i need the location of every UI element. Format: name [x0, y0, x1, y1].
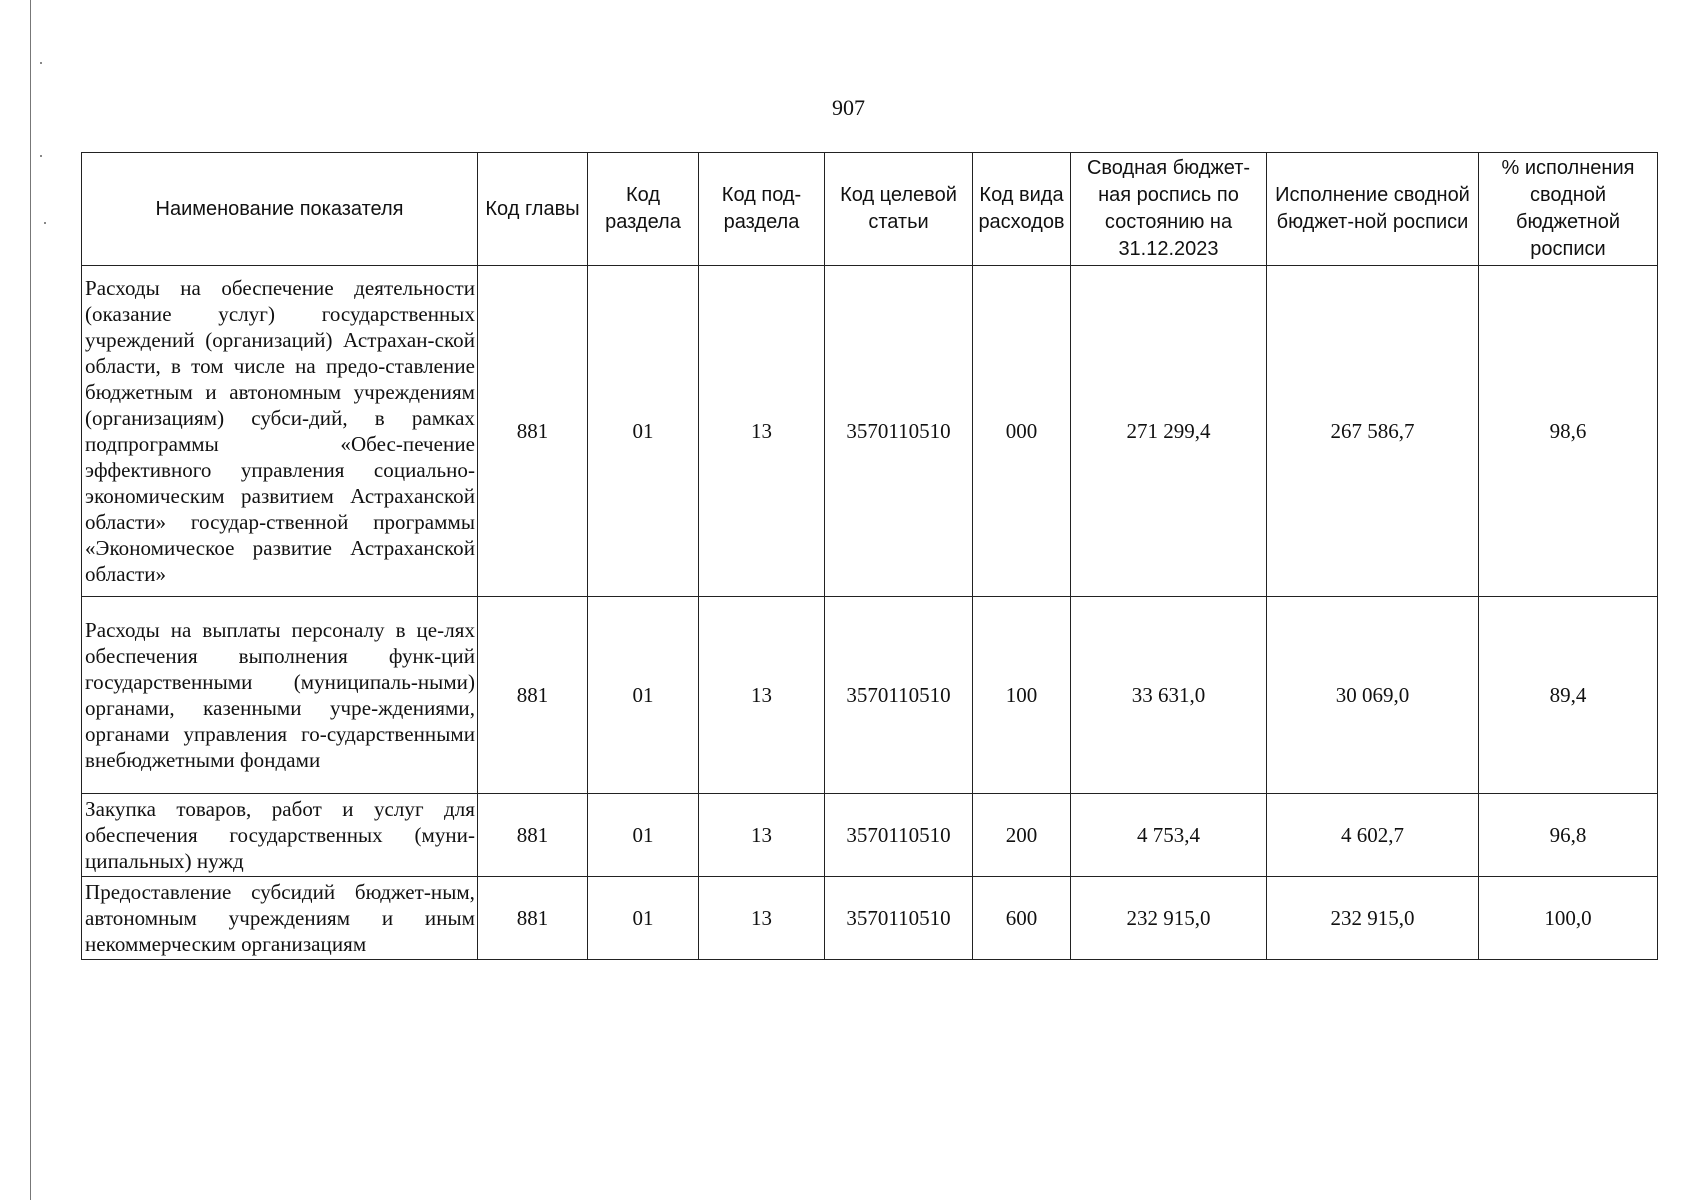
row-name: Предоставление субсидий бюджет-ным, автономным учреждениям и иным некоммерческим организациям	[82, 877, 478, 960]
row-expense-type-code: 200	[973, 794, 1071, 877]
row-target-item-code: 3570110510	[825, 597, 973, 794]
row-target-item-code: 3570110510	[825, 794, 973, 877]
header-execution-percent: % исполнения сводной бюджетной росписи	[1479, 153, 1658, 266]
table-row	[82, 266, 1658, 597]
row-name: Расходы на выплаты персоналу в це-лях обеспечения выполнения функ-ций государственными (муниципаль-ными) органами, казенными учре-ждениями, органами управления го-сударственными внебюджетными фондами	[82, 597, 478, 794]
row-budget-list: 271 299,4	[1071, 266, 1267, 597]
row-budget-list: 33 631,0	[1071, 597, 1267, 794]
row-execution: 267 586,7	[1267, 266, 1479, 597]
header-budget-list: Сводная бюджет-ная роспись по состоянию на 31.12.2023	[1071, 153, 1267, 266]
row-section-code: 01	[588, 266, 699, 597]
row-subsection-code: 13	[699, 877, 825, 960]
left-margin-line	[30, 0, 31, 1200]
row-execution-percent: 96,8	[1479, 794, 1658, 877]
row-subsection-code: 13	[699, 597, 825, 794]
header-name: Наименование показателя	[82, 153, 478, 266]
row-section-code: 01	[588, 877, 699, 960]
row-execution-percent: 100,0	[1479, 877, 1658, 960]
row-execution-percent: 98,6	[1479, 266, 1658, 597]
row-budget-list: 4 753,4	[1071, 794, 1267, 877]
budget-execution-table	[81, 152, 1658, 960]
row-section-code: 01	[588, 597, 699, 794]
row-subsection-code: 13	[699, 266, 825, 597]
row-execution: 4 602,7	[1267, 794, 1479, 877]
row-target-item-code: 3570110510	[825, 266, 973, 597]
row-subsection-code: 13	[699, 794, 825, 877]
header-expense-type-code: Код вида расходов	[973, 153, 1071, 266]
header-execution: Исполнение сводной бюджет-ной росписи	[1267, 153, 1479, 266]
row-chapter-code: 881	[478, 597, 588, 794]
header-subsection-code: Код под-раздела	[699, 153, 825, 266]
table-row	[82, 597, 1658, 794]
header-section-code: Код раздела	[588, 153, 699, 266]
row-name: Закупка товаров, работ и услуг для обеспечения государственных (муни-ципальных) нужд	[82, 794, 478, 877]
table-row	[82, 877, 1658, 960]
scan-speck	[40, 155, 42, 157]
page-number: 907	[832, 95, 865, 120]
row-execution: 232 915,0	[1267, 877, 1479, 960]
row-chapter-code: 881	[478, 877, 588, 960]
table-header-row	[82, 153, 1658, 266]
row-budget-list: 232 915,0	[1071, 877, 1267, 960]
row-expense-type-code: 000	[973, 266, 1071, 597]
row-execution-percent: 89,4	[1479, 597, 1658, 794]
row-execution: 30 069,0	[1267, 597, 1479, 794]
scan-speck	[44, 222, 46, 224]
table-row	[82, 794, 1658, 877]
row-expense-type-code: 600	[973, 877, 1071, 960]
header-chapter-code: Код главы	[478, 153, 588, 266]
scan-speck	[40, 62, 42, 64]
row-name: Расходы на обеспечение деятельности (оказание услуг) государственных учреждений (организаций) Астрахан-ской области, в том числе на предо-ставление бюджетным и автономным учреждениям (организациям) субси-дий, в рамках подпрограммы «Обес-печение эффективного управления социально-экономическим развитием Астраханской области» государ-ственной программы «Экономическое развитие Астраханской области»	[82, 266, 478, 597]
row-expense-type-code: 100	[973, 597, 1071, 794]
row-chapter-code: 881	[478, 794, 588, 877]
header-target-item-code: Код целевой статьи	[825, 153, 973, 266]
row-section-code: 01	[588, 794, 699, 877]
row-chapter-code: 881	[478, 266, 588, 597]
row-target-item-code: 3570110510	[825, 877, 973, 960]
